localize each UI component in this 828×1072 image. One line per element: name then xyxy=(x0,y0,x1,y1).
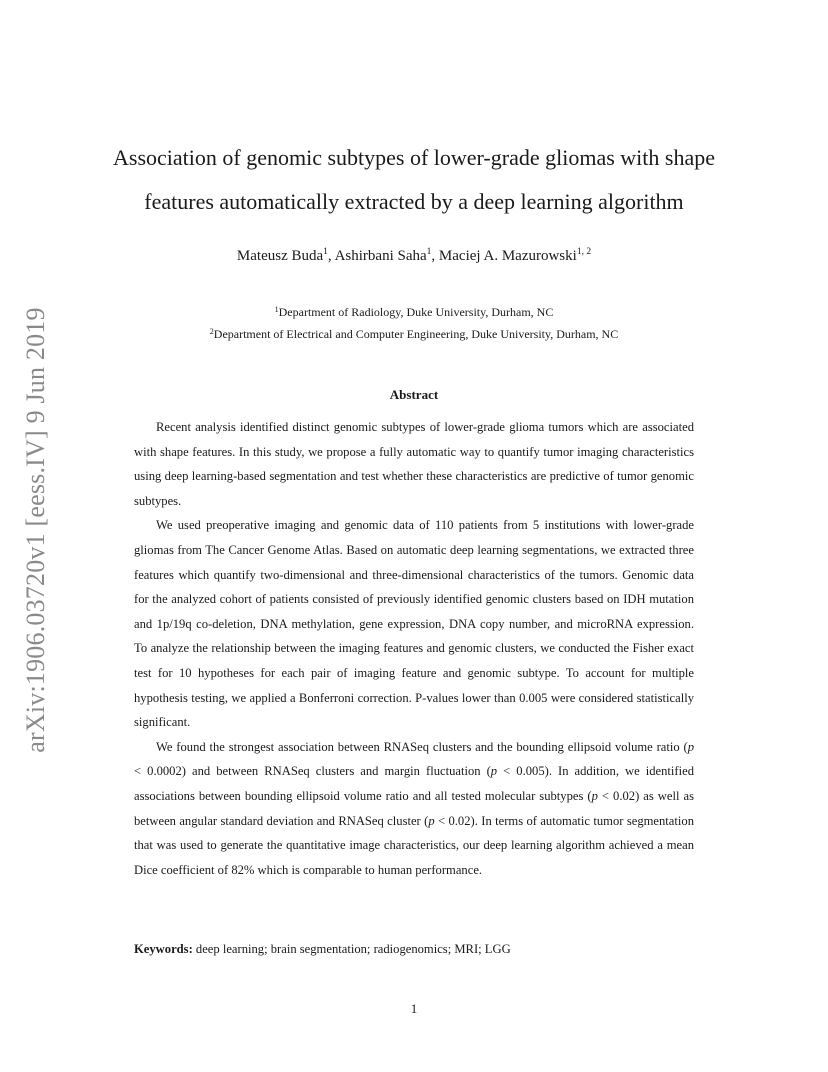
affiliation-2 xyxy=(0,327,828,342)
p-value-symbol: p xyxy=(428,813,435,828)
page-number: 1 xyxy=(410,1001,418,1016)
author-name: Ashirbani Saha xyxy=(334,248,427,264)
author-separator: , xyxy=(327,248,335,264)
affiliation-text: Department of Radiology, Duke University, Durham, NC xyxy=(278,305,554,319)
author-affiliation-mark: 1 xyxy=(323,247,328,257)
keywords-text: deep learning; brain segmentation; radiogenomics; MRI; LGG xyxy=(192,942,511,956)
abstract-text-segment: < 0.02). In terms of automatic tumor segmentation that was used to generate the quantitative image characteristics, our deep learning algorithm achieved a mean Dice coefficient of 82% which is comparable to human performance. xyxy=(134,813,694,877)
author-name: Mateusz Buda xyxy=(236,248,324,264)
author-affiliation-mark: 1 xyxy=(426,247,432,257)
p-value-symbol: p xyxy=(687,739,694,754)
title-line-1: Association of genomic subtypes of lower-grade gliomas with shape xyxy=(113,145,715,170)
arxiv-identifier-text: arXiv:1906.03720v1 [eess.IV] 9 Jun 2019 xyxy=(21,307,50,753)
abstract-body xyxy=(134,415,694,882)
abstract-text-segment: < 0.0002) and between RNASeq clusters and margin fluctuation ( xyxy=(134,764,491,779)
p-value-symbol: p xyxy=(591,788,598,803)
keywords-label: Keywords: xyxy=(134,942,193,956)
paper-title xyxy=(0,136,828,224)
p-value-symbol: p xyxy=(490,764,498,779)
affiliation-text: Department of Electrical and Computer Engineering, Duke University, Durham, NC xyxy=(213,327,619,341)
author-name: Maciej A. Mazurowski xyxy=(438,248,577,264)
abstract-text-segment: We found the strongest association between RNASeq clusters and the bounding ellipsoid volume ratio ( xyxy=(156,739,688,754)
abstract-paragraph-2: We used preoperative imaging and genomic data of 110 patients from 5 institutions with lower-grade gliomas from The Cancer Genome Atlas. Based on automatic deep learning segmentations, we extracted three features which quantify two-dimensional and three-dimensional characteristics of the tumors. Genomic data for the analyzed cohort of patients consisted of previously identified genomic clusters based on IDH mutation and 1p/19q co-deletion, DNA methylation, gene expression, DNA copy number, and microRNA expression. To analyze the relationship between the imaging features and genomic clusters, we conducted the Fisher exact test for 10 hypotheses for each pair of imaging feature and genomic subtype. To account for multiple hypothesis testing, we applied a Bonferroni correction. P-values lower than 0.005 were considered statistically significant. xyxy=(134,518,694,730)
affiliation-1 xyxy=(0,305,828,320)
affiliation-mark: 1 xyxy=(274,305,279,314)
keywords-line xyxy=(134,942,694,957)
author-affiliation-mark: 1, 2 xyxy=(576,247,592,257)
abstract-text-segment: < 0.02) as well as between angular standard deviation and RNASeq cluster ( xyxy=(134,788,694,828)
affiliation-mark: 2 xyxy=(209,327,214,336)
abstract-text-segment: < 0.005). In addition, we identified associations between bounding ellipsoid volume ratio and all tested molecular subtypes ( xyxy=(134,764,694,803)
abstract-paragraph-1: Recent analysis identified distinct genomic subtypes of lower-grade glioma tumors which are associated with shape features. In this study, we propose a fully automatic way to quantify tumor imaging characteristics using deep learning-based segmentation and test whether these characteristics are predictive of tumor genomic subtypes. xyxy=(134,420,694,508)
abstract-heading: Abstract xyxy=(389,387,439,402)
author-separator: , xyxy=(431,248,439,264)
abstract-paragraph-3 xyxy=(134,735,694,883)
title-line-2: features automatically extracted by a deep learning algorithm xyxy=(144,189,684,214)
author-list xyxy=(0,248,828,265)
